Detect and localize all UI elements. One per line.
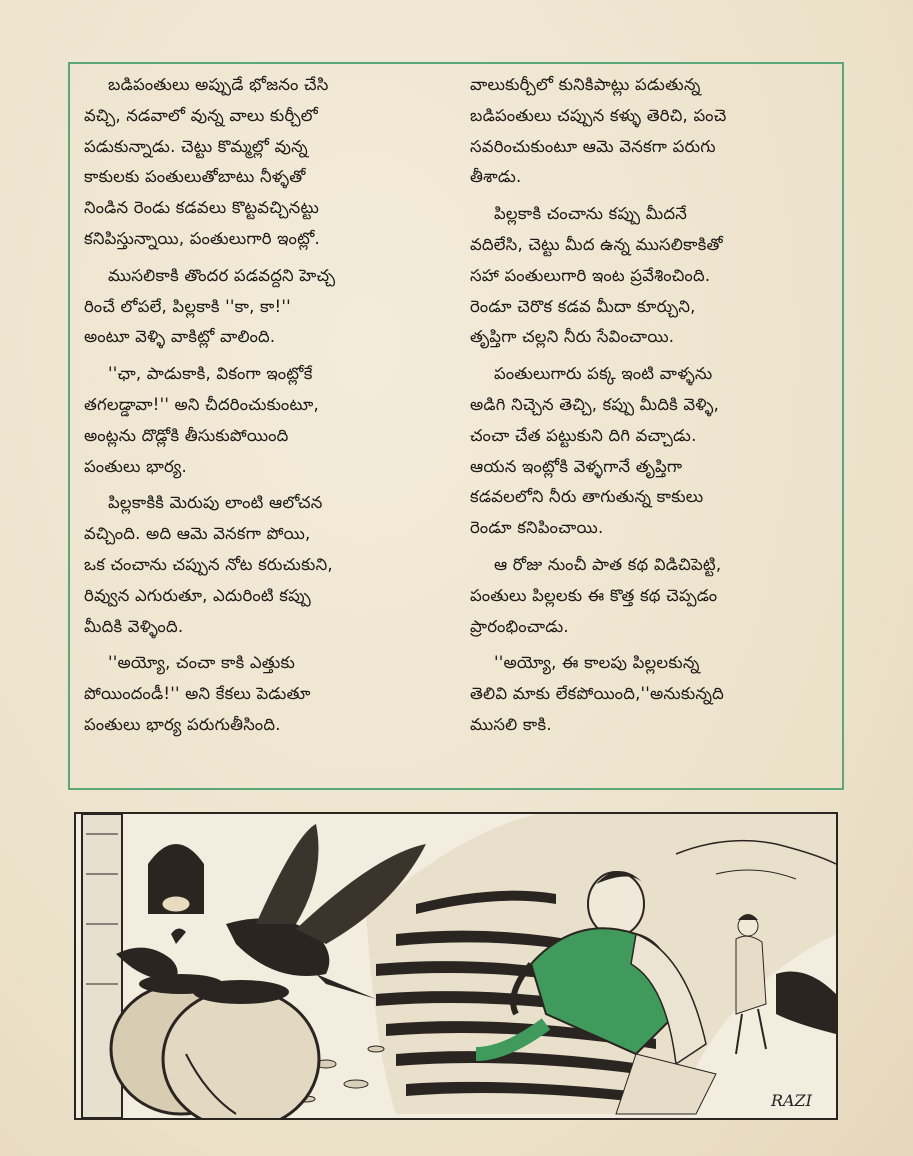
story-text-box (68, 62, 844, 790)
paragraph: వాలుకుర్చీలో కునికిపాట్లు పడుతున్న బడిపంతులు చప్పున కళ్ళు తెరిచి, పంచె సవరించుకుంటూ ఆమె వెనకగా పరుగు తీశాడు. (470, 75, 727, 187)
artist-signature: RAZI (770, 1091, 812, 1110)
story-illustration (74, 812, 838, 1120)
paragraph: పిల్లకాకి చంచాను కప్పు మీదనే వదిలేసి, చెట్టు మీద ఉన్న ముసలికాకితో సహా పంతులుగారి ఇంట ప్రవేశించింది. రెండూ చెరొక కడవ మీదా కూర్చుని, తృప్తిగా చల్లని నీరు సేవించాయి. (470, 204, 723, 347)
paragraph: ముసలికాకి తొందర పడవద్దని హెచ్చ రించే లోపలే, పిల్లకాకి ''కా, కా!'' అంటూ వెళ్ళి వాకిట్లో వాలింది. (84, 265, 336, 347)
paragraph: బడిపంతులు అప్పుడే భోజనం చేసి వచ్చి, నడవాలో వున్న వాలు కుర్చీలో పడుకున్నాడు. చెట్టు కొమ్మల్లో వున్న కాకులకు పంతులుతోబాటు నీళ్ళతో నిండిన రెండు కడవలు కొట్టవచ్చినట్టు కనిపిస్తున్నాయి, పంతులుగారి ఇంట్లో. (84, 75, 329, 248)
paragraph: పిల్లకాకికి మెరుపు లాంటి ఆలోచన వచ్చింది. అది ఆమె వెనకగా పోయి, ఒక చంచాను చప్పున నోట కరుచుకుని, రివ్వున ఎగురుతూ, ఎదురింటి కప్పు మీదికి వెళ్ళింది. (84, 493, 333, 636)
paragraph: ఆ రోజు నుంచీ పాత కథ విడిచిపెట్టి, పంతులు పిల్లలకు ఈ కొత్త కథ చెప్పడం ప్రారంభించాడు. (470, 554, 722, 636)
paragraph: ''అయ్యో, చంచా కాకి ఎత్తుకు పోయిందండీ!'' అని కేకలు పెడుతూ పంతులు భార్య పరుగుతీసింది. (84, 653, 311, 734)
paragraph: ''అయ్యో, ఈ కాలపు పిల్లలకున్న తెలివి మాకు లేకపోయింది,''అనుకున్నది ముసలి కాకి. (470, 653, 724, 734)
illustration-drawing (76, 814, 836, 1118)
paragraph: ''ఛా, పాడుకాకి, వికంగా ఇంట్లోకే తగలడ్డావా!'' అని చీదరించుకుంటూ, అంట్లను దొడ్లోకి తీసుకుపోయింది పంతులు భార్య. (84, 364, 319, 476)
right-column (470, 70, 832, 741)
left-column (84, 70, 446, 741)
paragraph: పంతులుగారు పక్క ఇంటి వాళ్ళను అడిగి నిచ్చెన తెచ్చి, కప్పు మీదికి వెళ్ళి, చంచా చేత పట్టుకుని దిగి వచ్చాడు. ఆయన ఇంట్లోకి వెళ్ళగానే తృప్తిగా కడవలలోని నీరు తాగుతున్న కాకులు రెండూ కనిపించాయి. (470, 364, 720, 538)
